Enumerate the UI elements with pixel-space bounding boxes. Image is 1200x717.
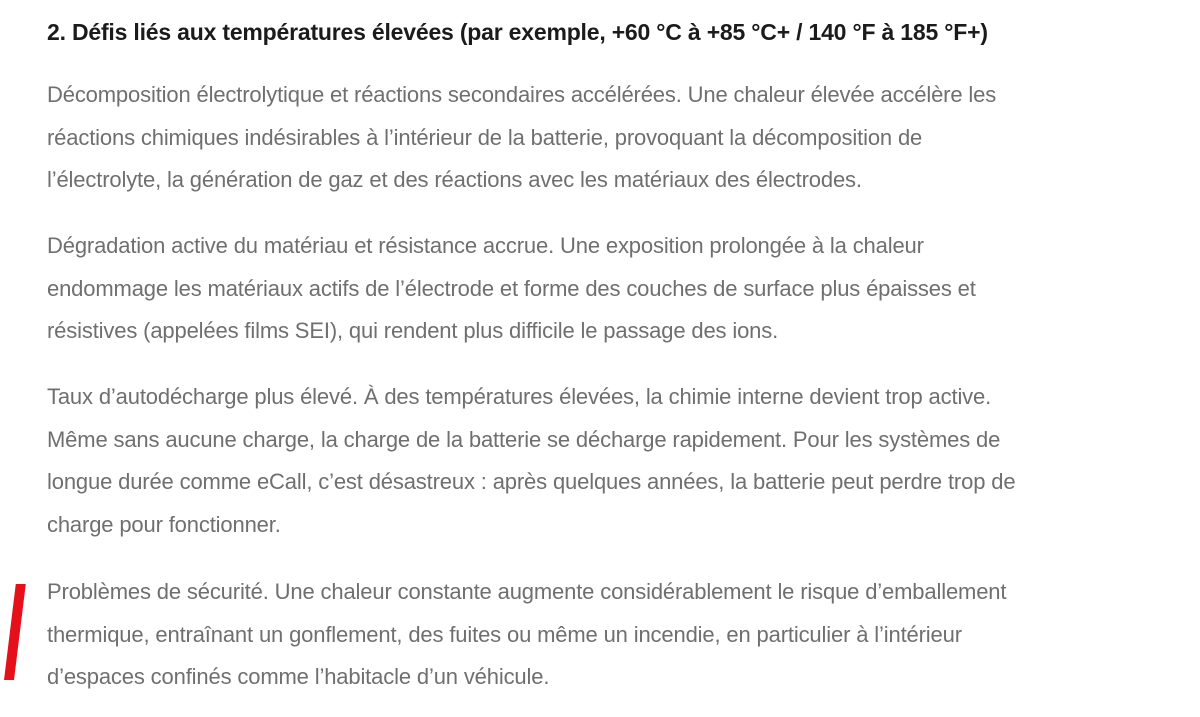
paragraph-line: réactions chimiques indésirables à l’intérieur de la batterie, provoquant la décomposition de: [47, 124, 923, 150]
paragraph-line: Même sans aucune charge, la charge de la batterie se décharge rapidement. Pour les systèmes de: [47, 426, 1001, 452]
paragraph-line: résistives (appelées films SEI), qui rendent plus difficile le passage des ions.: [47, 318, 779, 344]
paragraph-line: endommage les matériaux actifs de l’électrode et forme des couches de surface plus épaisses et: [47, 275, 976, 301]
paragraph-line: thermique, entraînant un gonflement, des fuites ou même un incendie, en particulier à l’intérieur: [47, 621, 962, 647]
paragraph-material-degradation: [47, 225, 1157, 353]
paragraph-self-discharge: [47, 376, 1157, 546]
paragraph-line: Décomposition électrolytique et réactions secondaires accélérées. Une chaleur élevée accélère les: [47, 82, 997, 107]
section-heading: 2. Défis liés aux températures élevées (par exemple, +60 °C à +85 °C+ / 140 °F à 185 °F+): [47, 19, 988, 45]
red-highlight-marker: [4, 584, 26, 680]
paragraph-line: d’espaces confinés comme l’habitacle d’un véhicule.: [47, 664, 550, 690]
paragraph-electrolyte-decomposition: [47, 74, 1157, 202]
paragraph-line: longue durée comme eCall, c’est désastreux : après quelques années, la batterie peut perdre trop de: [47, 469, 1016, 495]
paragraph-line: Taux d’autodécharge plus élevé. À des températures élevées, la chimie interne devient trop active.: [47, 384, 992, 409]
paragraph-safety-issues: [47, 571, 1157, 699]
paragraph-line: charge pour fonctionner.: [47, 511, 281, 537]
paragraph-line: Problèmes de sécurité. Une chaleur constante augmente considérablement le risque d’emballement: [47, 579, 1007, 604]
paragraph-line: l’électrolyte, la génération de gaz et des réactions avec les matériaux des électrodes.: [47, 167, 862, 193]
paragraph-line: Dégradation active du matériau et résistance accrue. Une exposition prolongée à la chaleur: [47, 233, 924, 258]
